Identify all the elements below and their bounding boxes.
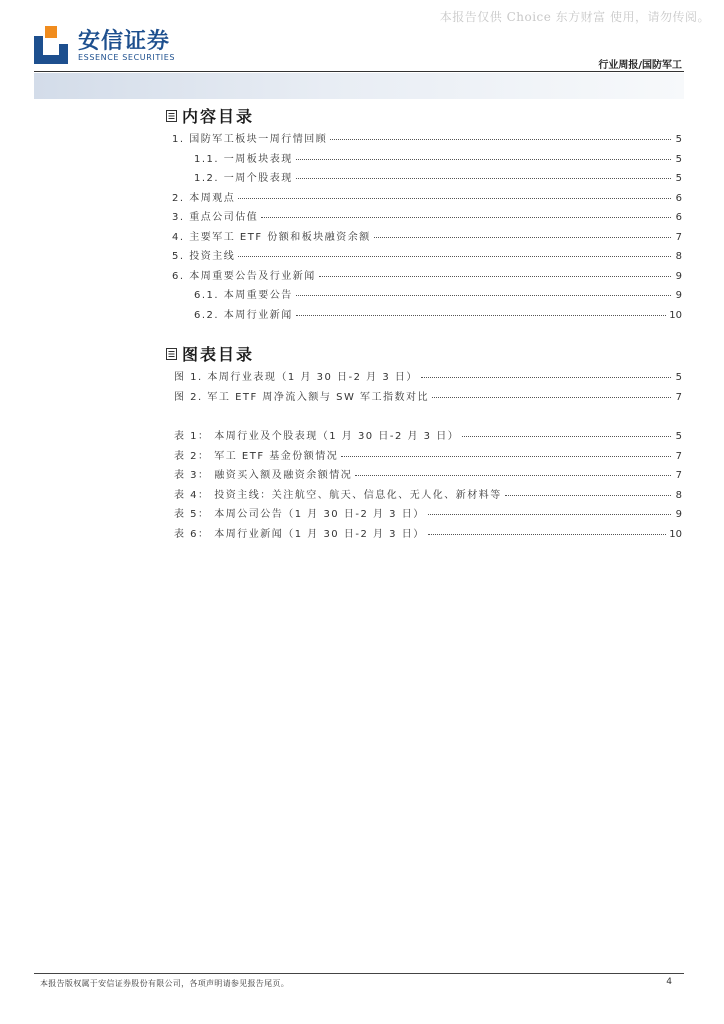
table-item[interactable] <box>174 505 682 519</box>
toc-item[interactable] <box>194 306 682 320</box>
dot-leader <box>296 178 671 179</box>
dot-leader <box>462 436 671 437</box>
toc-item[interactable] <box>172 130 682 144</box>
dot-leader <box>238 198 671 199</box>
toc-item-label: 1.1. 一周板块表现 <box>194 153 293 165</box>
document-icon <box>166 348 177 360</box>
table-item-label: 表 2： 军工 ETF 基金份额情况 <box>174 450 339 462</box>
figure-item-label: 图 2. 军工 ETF 周净流入额与 SW 军工指数对比 <box>174 391 430 403</box>
table-item-label: 表 4： 投资主线：关注航空、航天、信息化、无人化、新材料等 <box>174 489 502 501</box>
figure-item[interactable] <box>174 368 682 382</box>
figure-item[interactable] <box>174 388 682 402</box>
table-item-label: 表 5： 本周公司公告（1 月 30 日-2 月 3 日） <box>174 509 425 520</box>
toc-item-page: 6 <box>675 212 682 223</box>
table-item[interactable] <box>174 447 682 461</box>
dot-leader <box>428 514 671 515</box>
toc-item-page: 10 <box>669 309 682 321</box>
toc-item-page: 6 <box>675 192 682 204</box>
toc-item[interactable] <box>172 247 682 261</box>
toc-item-label: 4. 主要军工 ETF 份额和板块融资余额 <box>172 231 371 243</box>
table-item-page: 7 <box>675 450 682 462</box>
toc-item-label: 6. 本周重要公告及行业新闻 <box>172 270 316 282</box>
table-item-label: 表 3： 融资买入额及融资余额情况 <box>174 470 353 481</box>
toc-item-label: 3. 重点公司估值 <box>172 212 259 223</box>
toc-item[interactable] <box>172 208 682 222</box>
toc-item[interactable] <box>172 228 682 242</box>
toc-item-page: 5 <box>675 173 682 184</box>
toc-item-page: 9 <box>675 270 682 282</box>
dot-leader <box>296 315 667 316</box>
dot-leader <box>505 495 671 496</box>
figure-item-page: 5 <box>675 372 682 383</box>
report-type: 行业周报/国防军工 <box>598 60 682 71</box>
dot-leader <box>319 276 671 277</box>
toc-item-label: 1. 国防军工板块一周行情回顾 <box>172 134 328 145</box>
watermark: 本报告仅供 Choice 东方财富 使用，请勿传阅。 <box>439 10 710 24</box>
dot-leader <box>238 256 671 257</box>
footer-divider <box>34 973 684 974</box>
toc-item-page: 8 <box>675 251 682 262</box>
table-item[interactable] <box>174 525 682 539</box>
toc-item-page: 7 <box>675 231 682 243</box>
table-item[interactable] <box>174 486 682 500</box>
table-item-page: 10 <box>669 528 682 540</box>
document-icon <box>166 110 177 122</box>
dot-leader <box>428 534 667 535</box>
table-item[interactable] <box>174 466 682 480</box>
table-item-label: 表 6： 本周行业新闻（1 月 30 日-2 月 3 日） <box>174 528 425 540</box>
header-band <box>34 73 684 99</box>
dot-leader <box>330 139 671 140</box>
toc-item-label: 5. 投资主线 <box>172 251 236 262</box>
figure-item-page: 7 <box>675 391 682 403</box>
company-name-en: ESSENCE SECURITIES <box>78 53 176 62</box>
dot-leader <box>355 475 671 476</box>
company-name: 安信证券 <box>78 29 171 54</box>
toc-item[interactable] <box>172 267 682 281</box>
table-item-label: 表 1： 本周行业及个股表现（1 月 30 日-2 月 3 日） <box>174 431 460 442</box>
footer-disclaimer: 本报告版权属于安信证券股份有限公司，各项声明请参见报告尾页。 <box>40 979 289 988</box>
table-item-page: 9 <box>675 509 682 520</box>
dot-leader <box>432 397 671 398</box>
dot-leader <box>296 159 671 160</box>
header-divider <box>34 71 684 72</box>
table-item-page: 5 <box>675 431 682 442</box>
toc-item[interactable] <box>194 169 682 183</box>
figures-title: 图表目录 <box>166 342 254 365</box>
essence-logo-icon <box>34 26 68 64</box>
page-number: 4 <box>666 977 672 987</box>
toc-item[interactable] <box>194 150 682 164</box>
contents-title: 内容目录 <box>166 104 254 127</box>
dot-leader <box>341 456 671 457</box>
dot-leader <box>421 377 671 378</box>
table-item-page: 8 <box>675 489 682 501</box>
table-item-page: 7 <box>675 470 682 481</box>
table-item[interactable] <box>174 427 682 441</box>
dot-leader <box>296 295 671 296</box>
toc-item-label: 6.2. 本周行业新闻 <box>194 309 293 321</box>
toc-item-label: 1.2. 一周个股表现 <box>194 173 293 184</box>
toc-item-label: 2. 本周观点 <box>172 192 236 204</box>
dot-leader <box>374 237 671 238</box>
toc-item[interactable] <box>172 189 682 203</box>
toc-item-page: 5 <box>675 134 682 145</box>
toc-item-page: 5 <box>675 153 682 165</box>
dot-leader <box>261 217 671 218</box>
figure-item-label: 图 1. 本周行业表现（1 月 30 日-2 月 3 日） <box>174 372 418 383</box>
toc-item-page: 9 <box>675 290 682 301</box>
toc-item-label: 6.1. 本周重要公告 <box>194 290 293 301</box>
toc-item[interactable] <box>194 286 682 300</box>
